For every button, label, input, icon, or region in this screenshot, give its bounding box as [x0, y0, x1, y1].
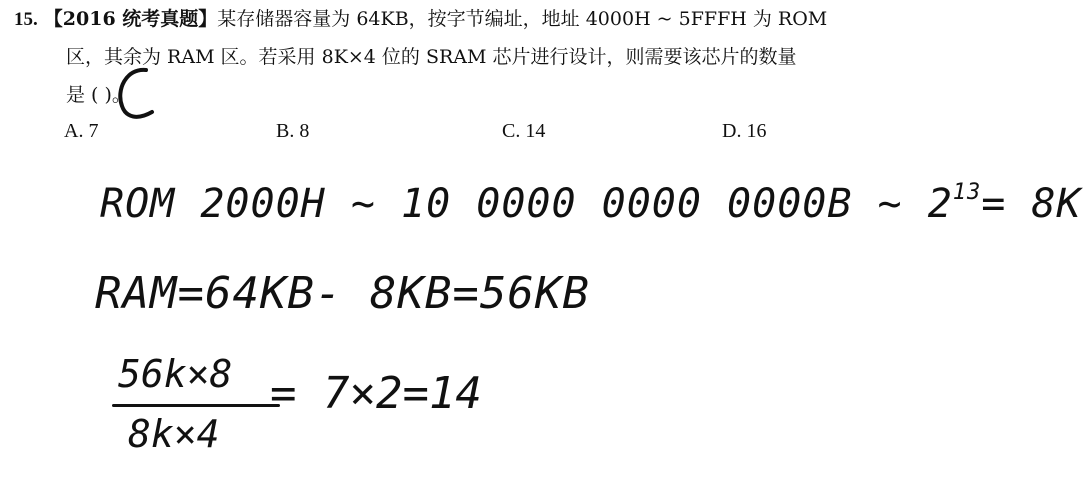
question-text-1: 某存储器容量为 64KB，按字节编址，地址 4000H ~ 5FFFH 为 ROM	[217, 8, 828, 30]
handwriting-rom-exponent: 13	[952, 180, 982, 205]
question-text-3: 是 ( )。	[66, 84, 131, 106]
handwriting-fraction-denominator: 8k×4	[128, 412, 220, 456]
handwriting-rom-main: ROM 2000H ~ 10 0000 0000 0000B ~ 2	[100, 181, 953, 227]
option-d	[722, 120, 766, 142]
handwriting-ram-line: RAM=64KB- 8KB=56KB	[95, 268, 590, 319]
option-b	[276, 120, 309, 142]
handwriting-fraction-numerator: 56k×8	[118, 352, 233, 396]
option-a-value: 7	[88, 120, 99, 142]
question-text-2: 区，其余为 RAM 区。若采用 8K×4 位的 SRAM 芯片进行设计，则需要该芯片的数量	[66, 46, 797, 68]
question-line-1	[14, 8, 827, 31]
answer-c-handwritten-mark	[108, 62, 158, 126]
option-d-value: 16	[746, 120, 767, 142]
option-b-value: 8	[299, 120, 310, 142]
question-line-2	[66, 46, 797, 68]
fraction-bar	[112, 404, 280, 407]
option-b-label: B.	[276, 120, 295, 142]
option-a	[64, 120, 98, 142]
option-c-value: 14	[525, 120, 546, 142]
handwriting-rom-line	[100, 180, 1082, 227]
option-a-label: A.	[64, 120, 84, 142]
option-c-label: C.	[502, 120, 521, 142]
question-number: 15.	[14, 9, 38, 30]
exam-tag: 【2016 统考真题】	[43, 8, 218, 30]
handwriting-fraction-result: = 7×2=14	[270, 368, 482, 419]
option-d-label: D.	[722, 120, 742, 142]
handwriting-rom-tail: = 8K	[981, 181, 1082, 227]
option-c	[502, 120, 545, 142]
